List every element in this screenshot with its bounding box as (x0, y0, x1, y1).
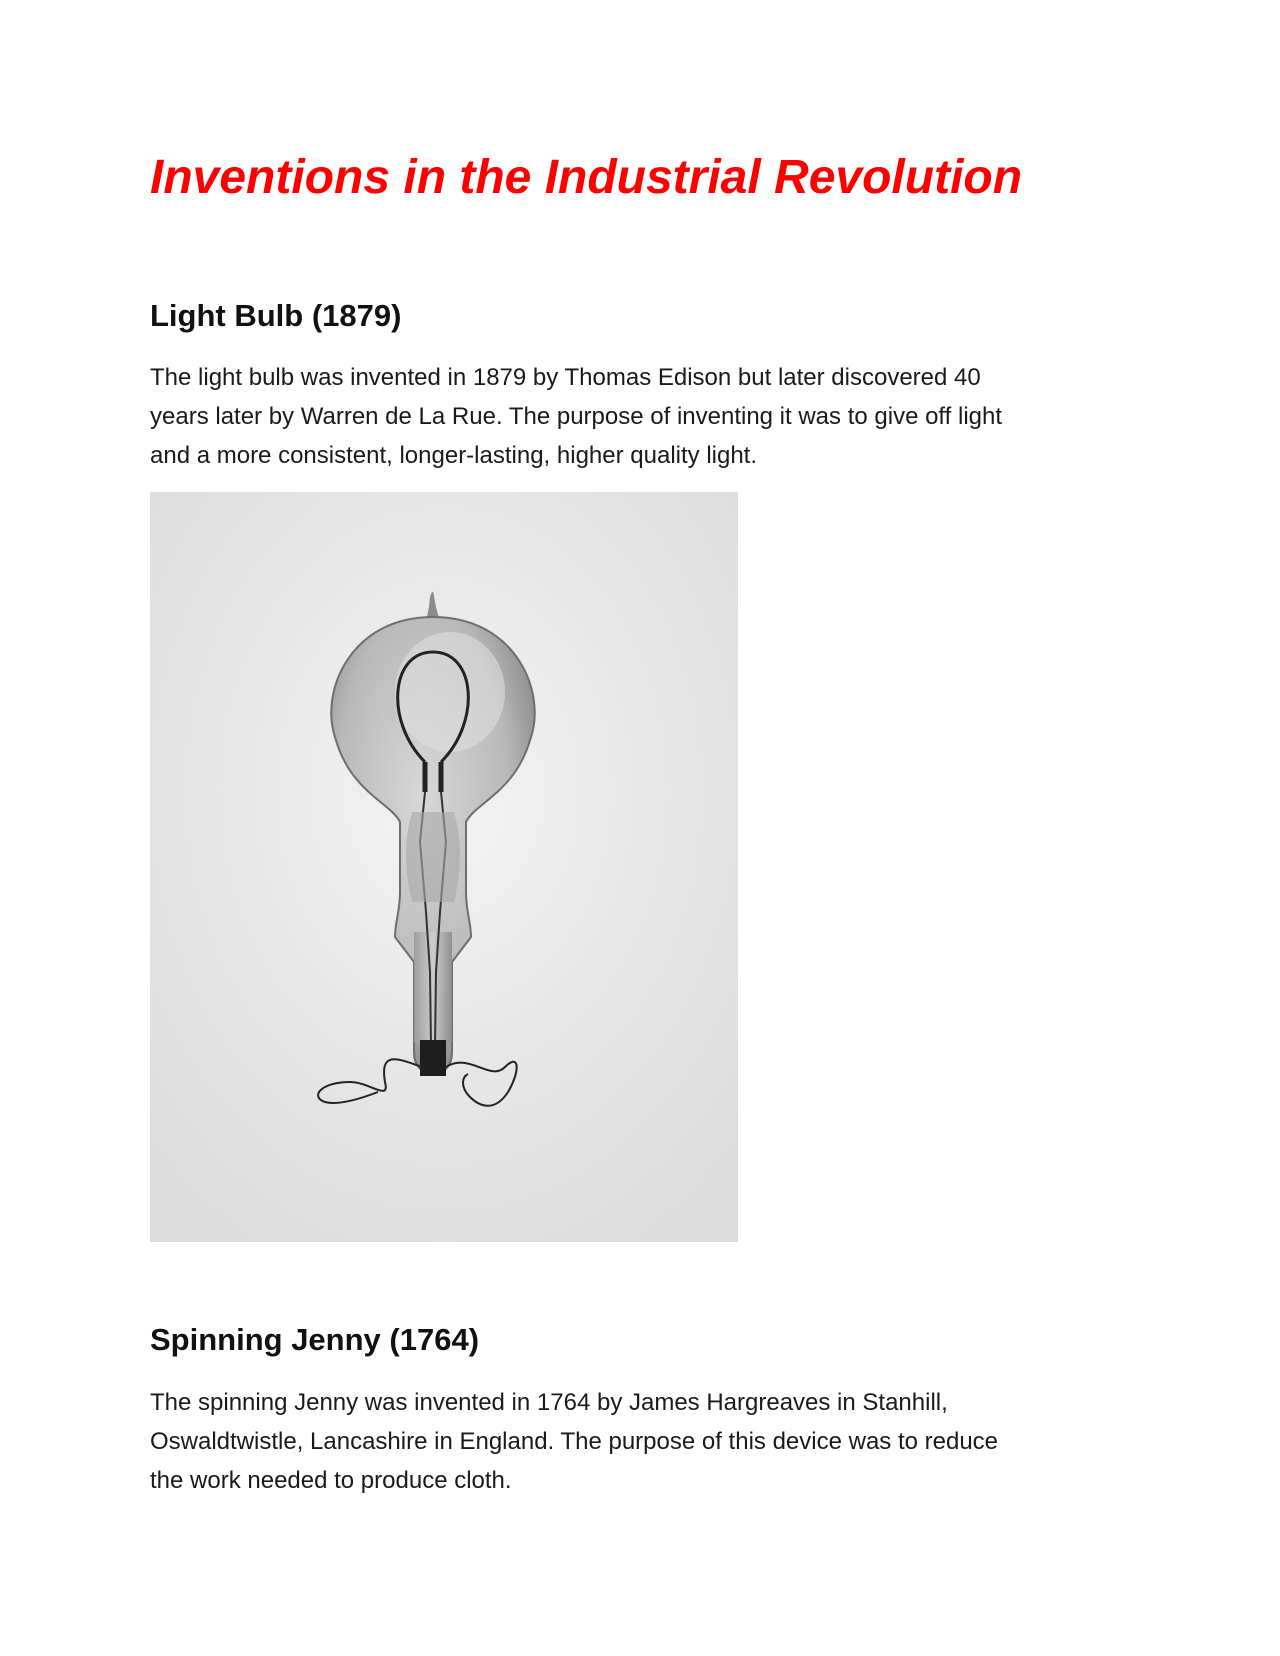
paragraph-line: The light bulb was invented in 1879 by Thomas Edison but later discovered 40 (150, 364, 981, 391)
light-bulb-photo (150, 492, 738, 1242)
paragraph-line: The spinning Jenny was invented in 1764 by James Hargreaves in Stanhill, (150, 1389, 948, 1416)
paragraph-line: years later by Warren de La Rue. The purpose of inventing it was to give off light (150, 403, 1003, 430)
paragraph-line: and a more consistent, longer-lasting, higher quality light. (150, 442, 758, 469)
paragraph-line: Oswaldtwistle, Lancashire in England. The purpose of this device was to reduce (150, 1428, 999, 1455)
section-heading-light-bulb: Light Bulb (1879) (150, 298, 402, 333)
paragraph-line: the work needed to produce cloth. (150, 1467, 512, 1494)
paragraph-spinning-jenny (150, 1383, 1110, 1500)
paragraph-light-bulb (150, 358, 1110, 475)
document-title: Inventions in the Industrial Revolution (150, 151, 1023, 204)
section-heading-spinning-jenny: Spinning Jenny (1764) (150, 1322, 480, 1357)
